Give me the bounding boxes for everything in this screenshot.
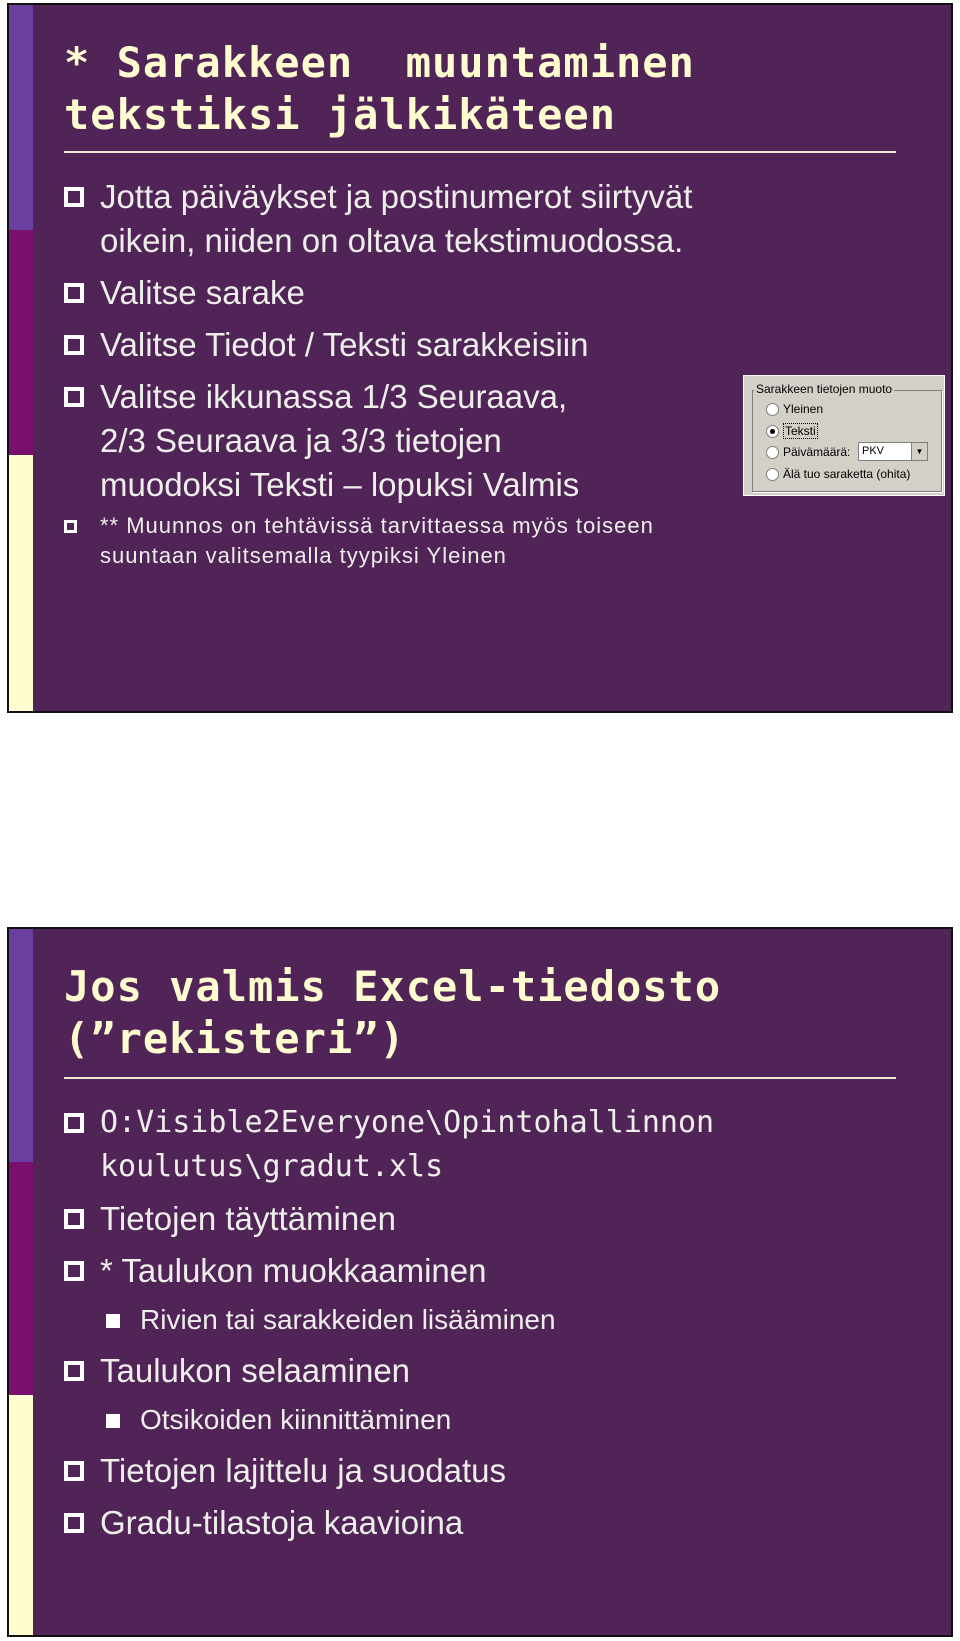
square-bullet-icon <box>64 1361 84 1381</box>
bullet-list <box>64 175 692 571</box>
title-line: * Sarakkeen muuntaminen <box>64 38 695 87</box>
radio-icon <box>766 403 779 416</box>
radio-checked-icon <box>766 425 779 438</box>
square-bullet-icon <box>64 1261 84 1281</box>
square-bullet-icon <box>64 1209 84 1229</box>
radio-icon <box>766 468 779 481</box>
list-item: Jotta päiväykset ja postinumerot siirtyvät oikein, niiden on oltava tekstimuodossa. <box>64 175 692 263</box>
list-item: Tietojen täyttäminen <box>64 1197 714 1241</box>
square-bullet-icon <box>64 187 84 207</box>
list-item: O:Visible2Everyone\Opintohallinnon koulutus\gradut.xls <box>64 1101 714 1189</box>
slide-1 <box>7 3 953 713</box>
title-rule <box>64 151 896 153</box>
list-item: Valitse Tiedot / Teksti sarakkeisiin <box>64 323 692 367</box>
square-bullet-icon <box>64 1113 84 1133</box>
date-format-select[interactable]: PKV ▼ <box>858 442 928 461</box>
filled-square-bullet-icon <box>106 1314 120 1328</box>
list-item: Valitse sarake <box>64 271 692 315</box>
slide-2 <box>7 927 953 1637</box>
radio-text[interactable]: Teksti <box>766 423 818 439</box>
chevron-down-icon[interactable]: ▼ <box>911 443 927 460</box>
bullet-list <box>64 1101 714 1553</box>
title-line: tekstiksi jälkikäteen <box>64 90 617 139</box>
square-bullet-icon <box>64 1461 84 1481</box>
list-item: Taulukon selaaminen <box>64 1349 714 1393</box>
note-item: ** Muunnos on tehtävissä tarvittaessa myös toiseen suuntaan valitsemalla tyypiksi Yleinen <box>64 511 692 571</box>
radio-general[interactable]: Yleinen <box>766 402 823 416</box>
square-bullet-icon <box>64 520 77 533</box>
square-bullet-icon <box>64 283 84 303</box>
square-bullet-icon <box>64 335 84 355</box>
list-item: Gradu-tilastoja kaavioina <box>64 1501 714 1545</box>
radio-icon <box>766 446 779 459</box>
left-color-band <box>9 929 33 1635</box>
list-item: * Taulukon muokkaaminen <box>64 1249 714 1293</box>
title-line: Jos valmis Excel-tiedosto <box>64 962 722 1011</box>
square-bullet-icon <box>64 1513 84 1533</box>
list-item: Valitse ikkunassa 1/3 Seuraava, 2/3 Seuraava ja 3/3 tietojen muodoksi Teksti – lopuksi Valmis <box>64 375 692 507</box>
title-rule <box>64 1077 896 1079</box>
slide-title <box>64 961 721 1065</box>
left-color-band <box>9 5 33 711</box>
radio-date[interactable]: Päivämäärä: <box>766 445 850 459</box>
list-item: Tietojen lajittelu ja suodatus <box>64 1449 714 1493</box>
sub-list-item: Rivien tai sarakkeiden lisääminen <box>64 1301 714 1339</box>
filled-square-bullet-icon <box>106 1414 120 1428</box>
square-bullet-icon <box>64 387 84 407</box>
radio-skip-column[interactable]: Älä tuo saraketta (ohita) <box>766 467 910 481</box>
column-format-dialog-snippet <box>743 375 945 496</box>
sub-list-item: Otsikoiden kiinnittäminen <box>64 1401 714 1439</box>
slide-title <box>64 37 695 141</box>
title-line: (”rekisteri”) <box>64 1014 406 1063</box>
group-label: Sarakkeen tietojen muoto <box>756 382 893 396</box>
